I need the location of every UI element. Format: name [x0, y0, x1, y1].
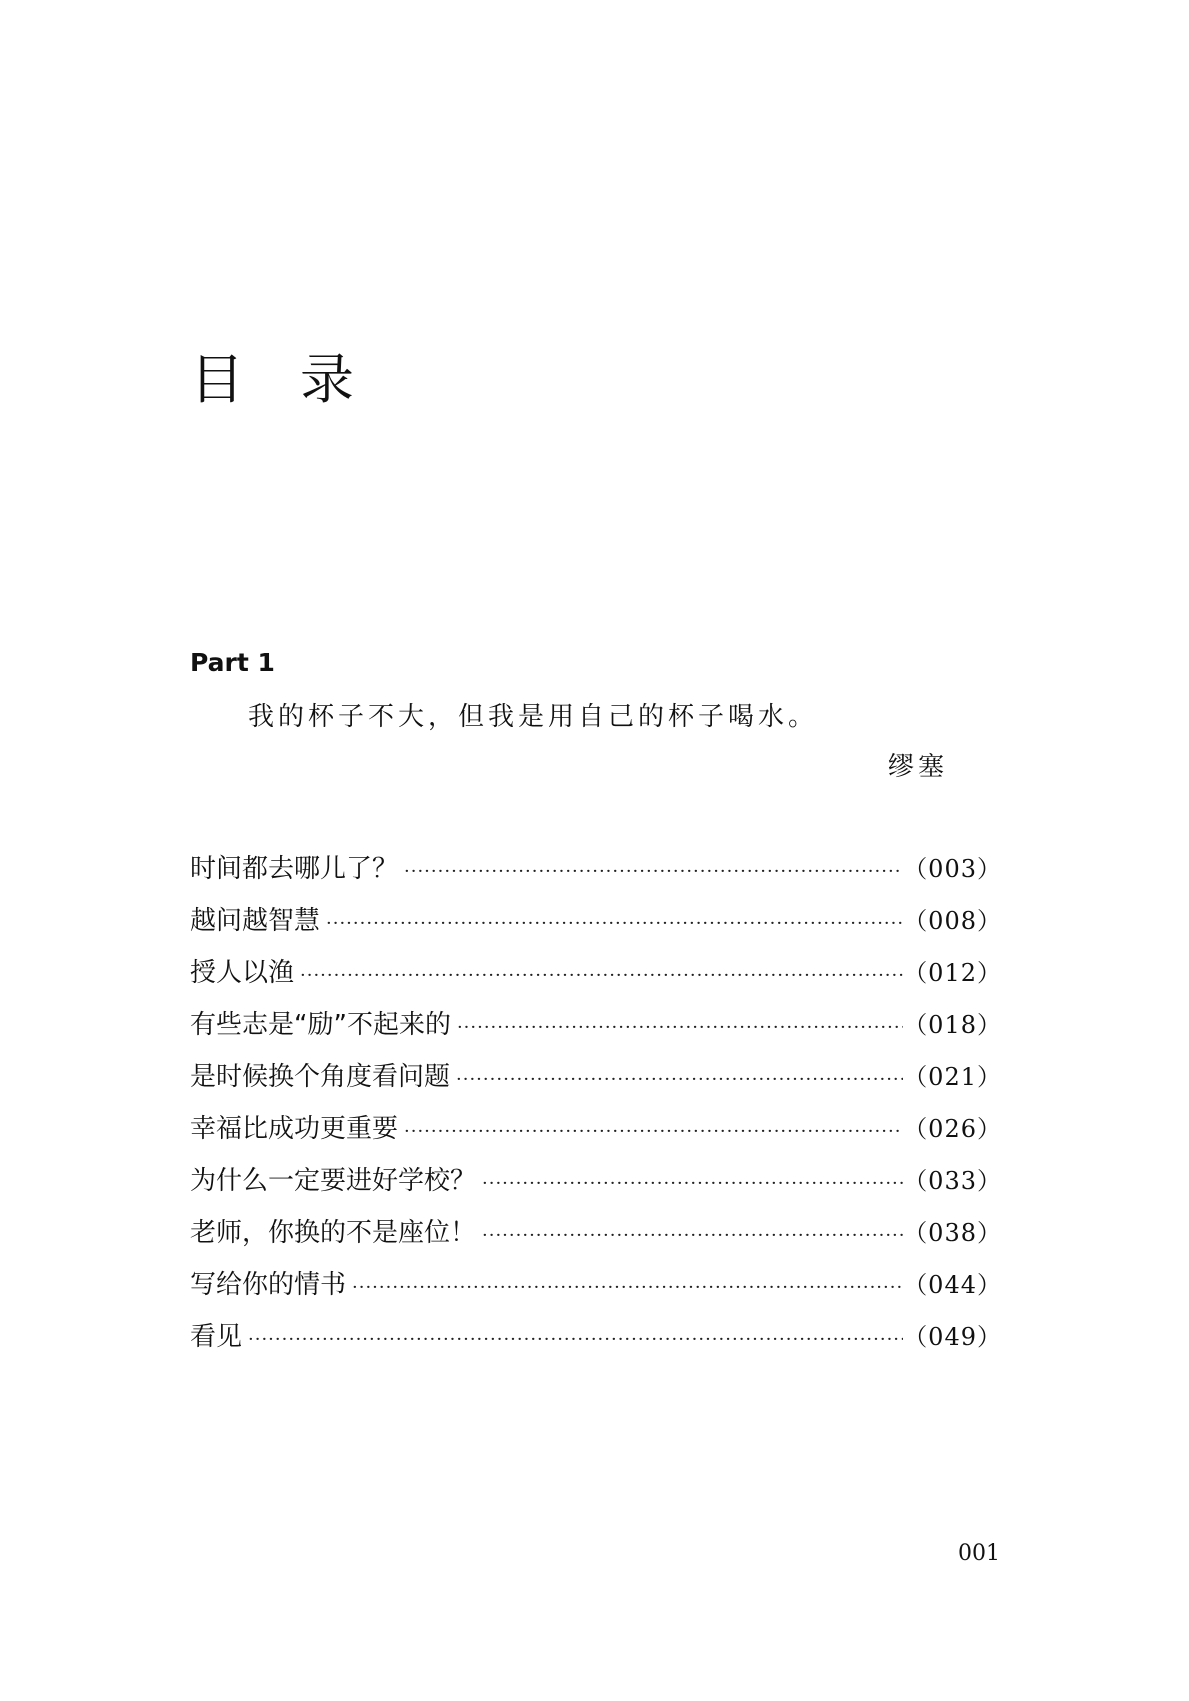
toc-entry-title: 授人以渔 [190, 958, 295, 988]
toc-entry-10[interactable] [190, 1320, 1002, 1372]
table-of-contents [190, 852, 1002, 1372]
toc-entry-page: （021） [903, 1063, 1002, 1091]
toc-entry-title: 时间都去哪儿了？ [190, 854, 399, 884]
toc-entry-7[interactable] [190, 1164, 1002, 1216]
toc-entry-page: （003） [903, 855, 1002, 883]
toc-entry-8[interactable] [190, 1216, 1002, 1268]
toc-entry-title: 看见 [190, 1322, 243, 1352]
page-title: 目录 [190, 348, 410, 411]
toc-entry-9[interactable] [190, 1268, 1002, 1320]
toc-entry-page: （018） [903, 1011, 1002, 1039]
toc-entry-page: （026） [903, 1115, 1002, 1143]
toc-entry-page: （044） [903, 1271, 1002, 1299]
toc-entry-page: （038） [903, 1219, 1002, 1247]
page-number: 001 [958, 1541, 1000, 1566]
toc-dot-leader [346, 1277, 903, 1298]
epigraph-quote: 我的杯子不大，但我是用自己的杯子喝水。 [248, 702, 819, 732]
toc-dot-leader [398, 1121, 903, 1142]
toc-entry-page: （033） [903, 1167, 1002, 1195]
toc-entry-title: 幸福比成功更重要 [190, 1114, 399, 1144]
toc-entry-title: 老师，你换的不是座位！ [190, 1218, 477, 1248]
toc-entry-3[interactable] [190, 956, 1002, 1008]
toc-entry-page: （008） [903, 907, 1002, 935]
epigraph-author: 缪塞 [888, 752, 949, 782]
part-heading: Part 1 [190, 648, 275, 677]
toc-entry-title: 写给你的情书 [190, 1270, 347, 1300]
toc-entry-title: 越问越智慧 [190, 906, 321, 936]
toc-dot-leader [242, 1329, 903, 1350]
toc-entry-6[interactable] [190, 1112, 1002, 1164]
toc-entry-4[interactable] [190, 1008, 1002, 1060]
toc-dot-leader [320, 913, 903, 934]
toc-dot-leader [476, 1173, 903, 1194]
toc-entry-title: 是时候换个角度看问题 [190, 1062, 451, 1092]
toc-entry-page: （049） [903, 1323, 1002, 1351]
toc-entry-page: （012） [903, 959, 1002, 987]
toc-dot-leader [476, 1225, 903, 1246]
toc-entry-2[interactable] [190, 904, 1002, 956]
toc-entry-5[interactable] [190, 1060, 1002, 1112]
toc-entry-title: 为什么一定要进好学校？ [190, 1166, 477, 1196]
toc-entry-1[interactable] [190, 852, 1002, 904]
toc-dot-leader [450, 1069, 903, 1090]
toc-dot-leader [294, 965, 903, 986]
toc-dot-leader [451, 1017, 903, 1038]
toc-dot-leader [398, 861, 903, 882]
toc-entry-title: 有些志是“励”不起来的 [190, 1010, 451, 1040]
